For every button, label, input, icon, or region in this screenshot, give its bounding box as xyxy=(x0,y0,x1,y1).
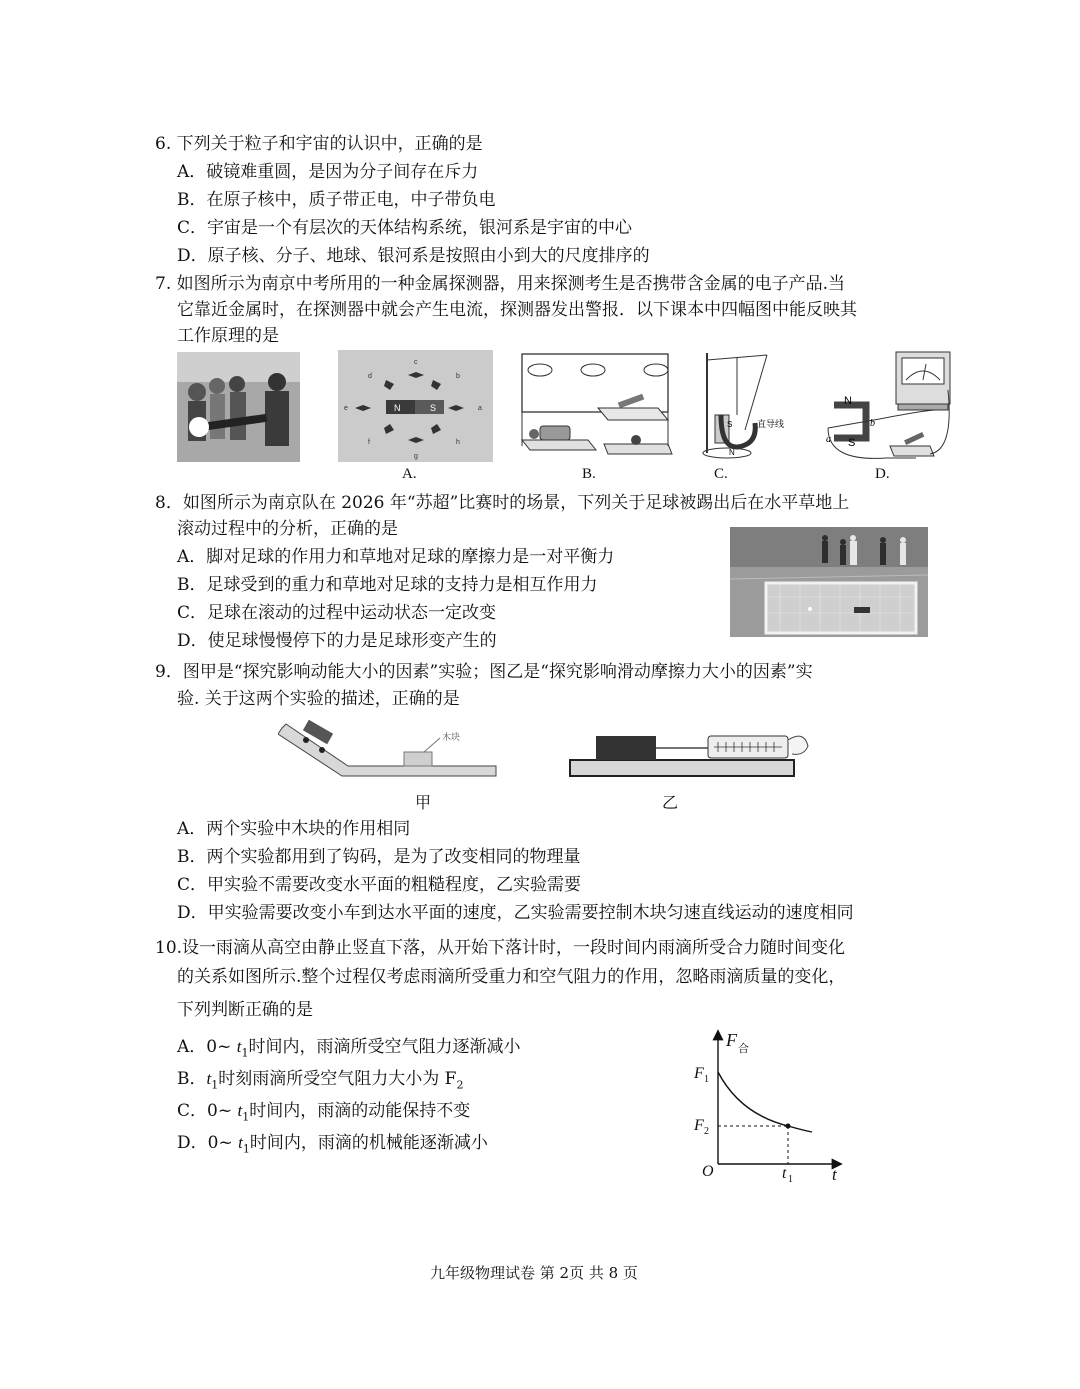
y-axis-sub: 合 xyxy=(738,1042,749,1055)
compass-label-h: h xyxy=(456,439,460,446)
figure-yi-label: 乙 xyxy=(662,795,679,812)
q7-stem-line1: 7. 如图所示为南京中考所用的一种金属探测器，用来探测考生是否携带含金属的电子产品.当 xyxy=(155,274,846,294)
t1-label: t xyxy=(782,1165,787,1182)
q10-option-d: D．0~ $t_1$时间内，雨滴的机械能逐渐减小 xyxy=(177,1133,488,1156)
x-axis-label: t xyxy=(832,1165,837,1184)
compass-label-g: g xyxy=(414,453,418,460)
compass-label-d: d xyxy=(368,373,372,380)
q8-stem-line1: 8．如图所示为南京队在 2026 年“苏超”比赛时的场景，下列关于足球被踢出后在水平草地上 xyxy=(155,493,850,513)
force-curve xyxy=(718,1072,812,1132)
q10-option-b: B．$t_1$时刻雨滴所受空气阻力大小为 $F_2$ xyxy=(177,1069,464,1092)
compass-label-b: b xyxy=(456,373,460,380)
magnet-n-text: N xyxy=(394,403,401,413)
figure-b-circuit xyxy=(518,350,673,462)
fig-c-wire-label: 直导线 xyxy=(757,420,785,430)
page-footer: 九年级物理试卷 第 2页 共 8 页 xyxy=(430,1264,638,1282)
q9-option-d: D．甲实验需要改变小车到达水平面的速度，乙实验需要控制木块匀速直线运动的速度相同 xyxy=(177,903,854,923)
fig-c-s: S xyxy=(727,420,733,429)
compass-label-e: e xyxy=(344,405,348,412)
q10-stem-line2: 的关系如图所示.整个过程仅考虑雨滴所受重力和空气阻力的作用，忽略雨滴质量的变化， xyxy=(177,967,846,987)
y-axis-label: F xyxy=(726,1030,737,1050)
figure-jia-ramp xyxy=(278,718,498,782)
fig-d-a: a xyxy=(826,434,831,445)
figure-c-label: C. xyxy=(714,466,728,482)
q7-stem-line3: 工作原理的是 xyxy=(177,326,279,346)
magnet-s-text: S xyxy=(430,403,437,413)
q6-stem: 6. 下列关于粒子和宇宙的认识中，正确的是 xyxy=(155,134,483,154)
fig-d-b: b xyxy=(870,418,875,429)
fig-d-s: S xyxy=(848,437,856,449)
block-label-text: 木块 xyxy=(442,733,461,743)
q10-option-a: A．0~ $t_1$时间内，雨滴所受空气阻力逐渐减小 xyxy=(177,1037,521,1060)
figure-a-compass-magnet xyxy=(338,350,493,462)
f2-label: F xyxy=(694,1117,704,1134)
q6-option-a: A．破镜难重圆，是因为分子间存在斥力 xyxy=(177,162,479,182)
figure-jia-label: 甲 xyxy=(415,795,432,812)
f1-sub: 1 xyxy=(704,1074,709,1085)
origin-label: O xyxy=(702,1163,714,1180)
q7-stem-line2: 它靠近金属时，在探测器中就会产生电流，探测器发出警报．以下课本中四幅图中能反映其 xyxy=(177,300,857,320)
t1-point xyxy=(786,1124,791,1129)
q9-option-b: B．两个实验都用到了钩码，是为了改变相同的物理量 xyxy=(177,847,581,867)
q10-stem-line1: 10.设一雨滴从高空由静止竖直下落，从开始下落计时，一段时间内雨滴所受合力随时间变化 xyxy=(155,938,846,958)
q8-stem-line2: 滚动过程中的分析，正确的是 xyxy=(177,519,398,539)
q6-option-b: B．在原子核中，质子带正电，中子带负电 xyxy=(177,190,496,210)
compass-label-a: a xyxy=(478,405,482,412)
f1-label: F xyxy=(694,1065,704,1082)
f2-sub: 2 xyxy=(704,1126,709,1137)
figure-yi-friction xyxy=(568,722,812,780)
compass-label-c: c xyxy=(414,359,418,366)
figure-a-label: A. xyxy=(402,466,417,482)
figure-d-label: D. xyxy=(875,466,890,482)
q10-stem-line3: 下列判断正确的是 xyxy=(177,1000,313,1020)
compass-label-f: f xyxy=(368,439,370,446)
q8-option-d: D．使足球慢慢停下的力是足球形变产生的 xyxy=(177,631,497,651)
soccer-match-photo xyxy=(730,527,928,637)
q8-option-c: C．足球在滚动的过程中运动状态一定改变 xyxy=(177,603,497,623)
figure-c-wire-magnet xyxy=(697,345,807,463)
figure-d-galvanometer xyxy=(826,350,956,462)
q8-option-a: A．脚对足球的作用力和草地对足球的摩擦力是一对平衡力 xyxy=(177,547,615,567)
q9-stem-line2: 验. 关于这两个实验的描述，正确的是 xyxy=(177,689,460,709)
q6-option-d: D．原子核、分子、地球、银河系是按照由小到大的尺度排序的 xyxy=(177,246,650,266)
q8-option-b: B．足球受到的重力和草地对足球的支持力是相互作用力 xyxy=(177,575,598,595)
q9-stem-line1: 9．图甲是“探究影响动能大小的因素”实验；图乙是“探究影响滑动摩擦力大小的因素”实 xyxy=(155,662,813,682)
fig-c-n: N xyxy=(729,448,735,457)
t1-sub: 1 xyxy=(788,1174,793,1184)
figure-b-label: B. xyxy=(582,466,596,482)
fig-d-n: N xyxy=(844,395,852,407)
metal-detector-photo xyxy=(177,352,300,462)
force-time-graph xyxy=(690,1024,850,1184)
q9-option-c: C．甲实验不需要改变水平面的粗糙程度，乙实验需要 xyxy=(177,875,582,895)
q10-option-c: C．0~ $t_1$时间内，雨滴的动能保持不变 xyxy=(177,1101,471,1124)
q6-option-c: C．宇宙是一个有层次的天体结构系统，银河系是宇宙的中心 xyxy=(177,218,633,238)
q9-option-a: A．两个实验中木块的作用相同 xyxy=(177,819,411,839)
